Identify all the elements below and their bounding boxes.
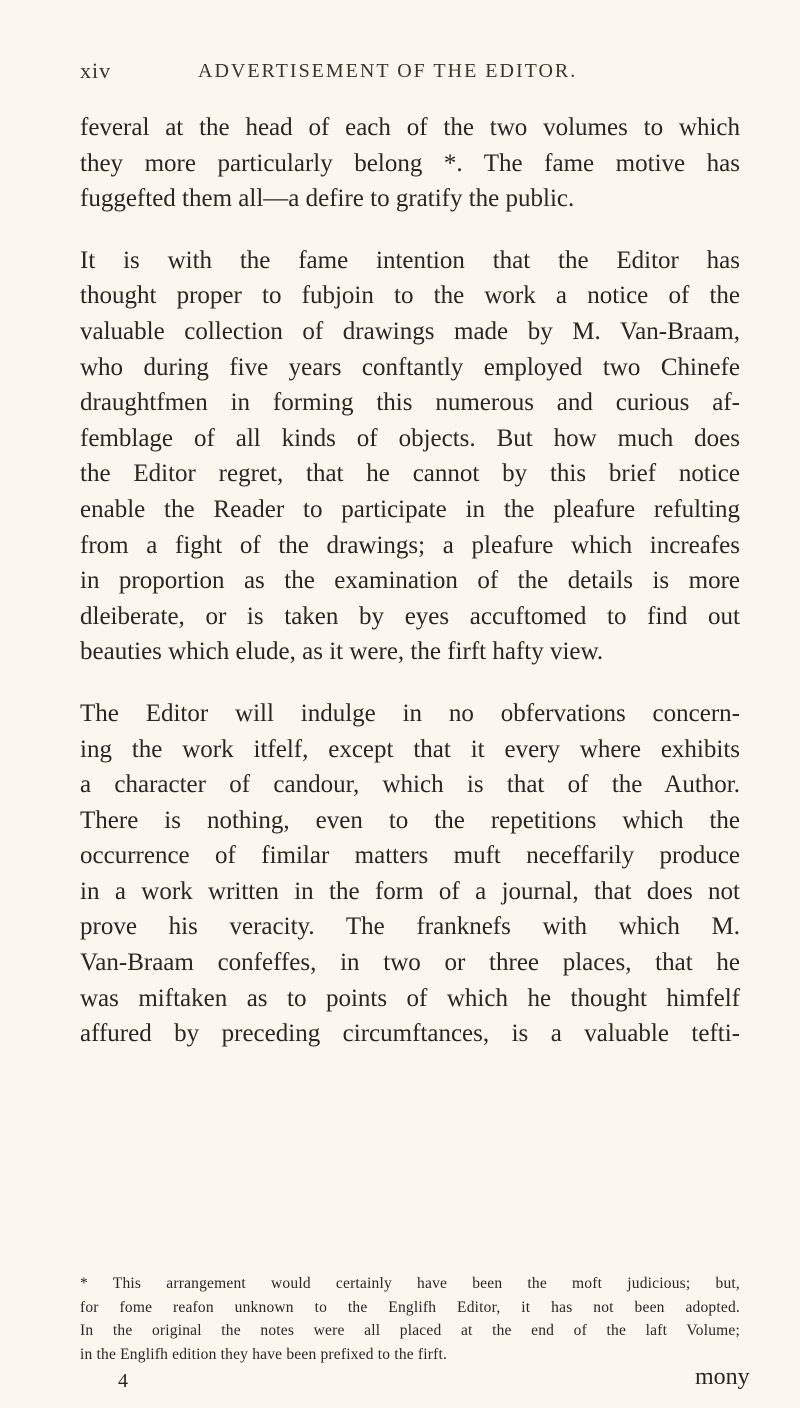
paragraph xyxy=(80,696,740,1052)
paragraph xyxy=(80,110,740,217)
text-line: dleiberate, or is taken by eyes accuftomed to find out xyxy=(80,602,740,630)
text-line: the Editor regret, that he cannot by this brief notice xyxy=(80,460,740,488)
footnote-line: * This arrangement would certainly have been the moft judicious; but, xyxy=(80,1275,740,1292)
text-line: It is with the fame intention that the Editor has xyxy=(80,246,740,274)
text-line: was miftaken as to points of which he thought himfelf xyxy=(80,984,740,1012)
footnote-line: for fome reafon unknown to the Englifh Editor, it has not been adopted. xyxy=(80,1298,740,1316)
signature-mark: 4 xyxy=(118,1370,128,1392)
page-header xyxy=(80,58,740,92)
body-text xyxy=(80,110,740,1052)
text-line: Van-Braam confeffes, in two or three places, that he xyxy=(80,949,740,977)
running-head: ADVERTISEMENT OF THE EDITOR. xyxy=(198,60,578,82)
text-line: who during five years conftantly employed two Chinefe xyxy=(80,353,740,381)
text-line: feveral at the head of each of the two volumes to which xyxy=(80,114,740,141)
text-line: fuggefted them all—a defire to gratify the public. xyxy=(80,185,575,213)
catchword: mony xyxy=(695,1364,750,1390)
footnote-line: in the Englifh edition they have been prefixed to the firft. xyxy=(80,1345,448,1363)
text-line: a character of candour, which is that of the Author. xyxy=(80,771,740,799)
paragraph xyxy=(80,243,740,670)
text-line: in proportion as the examination of the details is more xyxy=(80,567,740,595)
text-line: femblage of all kinds of objects. But how much does xyxy=(80,424,740,452)
text-line: thought proper to fubjoin to the work a notice of the xyxy=(80,282,740,310)
text-line: draughtfmen in forming this numerous and curious af- xyxy=(80,389,740,417)
text-line: affured by preceding circumftances, is a valuable tefti- xyxy=(80,1020,740,1048)
text-line: There is nothing, even to the repetitions which the xyxy=(80,806,740,834)
paragraph-gap xyxy=(80,670,740,696)
footnote-line: In the original the notes were all placed at the end of the laft Volume; xyxy=(80,1322,740,1339)
text-line: The Editor will indulge in no obfervations concern- xyxy=(80,699,740,727)
text-line: prove his veracity. The franknefs with which M. xyxy=(80,913,740,941)
footnote xyxy=(80,1272,740,1366)
text-line: beauties which elude, as it were, the firft hafty view. xyxy=(80,638,604,666)
text-line: they more particularly belong *. The fame motive has xyxy=(80,149,740,177)
text-line: occurrence of fimilar matters muft neceffarily produce xyxy=(80,842,740,870)
text-line: ing the work itfelf, except that it every where exhibits xyxy=(80,735,740,763)
text-line: valuable collection of drawings made by M. Van-Braam, xyxy=(80,317,740,345)
paragraph-gap xyxy=(80,217,740,243)
text-line: enable the Reader to participate in the pleafure refulting xyxy=(80,495,740,523)
text-line: from a fight of the drawings; a pleafure which increafes xyxy=(80,531,740,559)
page-number: xiv xyxy=(80,58,112,83)
text-line: in a work written in the form of a journal, that does not xyxy=(80,877,740,905)
